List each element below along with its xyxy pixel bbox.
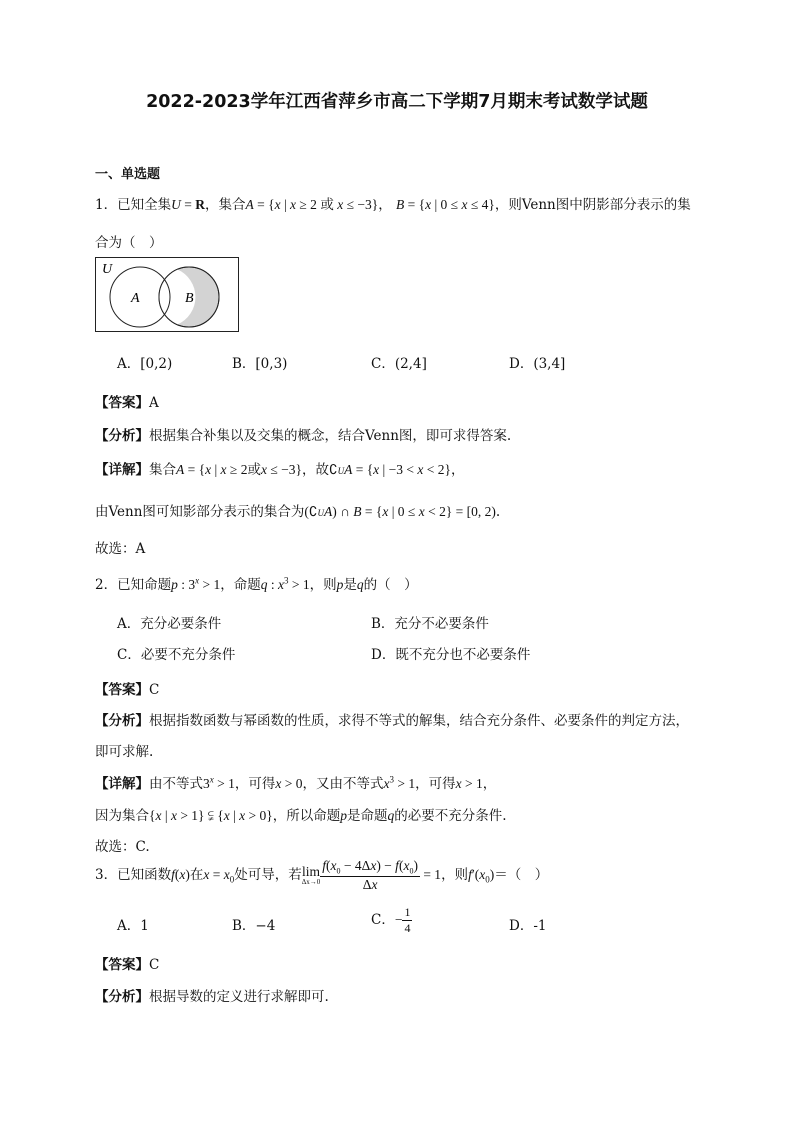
q2-stem: 2．已知命题p : $3^x > 1$，命题q : $x^3 > 1$，则p是q的（ ） [95,575,418,593]
q2-detail-line2: 因为集合{x | x > 1} ⫋ {x | x > 0}，所以命题p是命题q的必要不充分条件. [95,808,507,824]
q1-detail-line2: 由Venn图可知影部分表示的集合为(∁UA) ∩ B = {x | 0 ≤ x < 2} = [0, 2). [95,504,501,520]
q1-stem-line1: 1．已知全集U = R，集合A = {x | x ≥ 2 或 x ≤ −3}， B = {x | 0 ≤ x ≤ 4}，则Venn图中阴影部分表示的集 [95,197,691,213]
q1-option-c[interactable]: C．(2,4] [371,356,427,372]
q2-option-a[interactable]: A．充分必要条件 [117,616,222,632]
q2-option-b[interactable]: B．充分不必要条件 [371,616,489,632]
venn-label-u: U [102,262,113,277]
q3-limit: lim Δx→0 [301,863,321,887]
section-heading: 一、单选题 [95,167,161,182]
q3-option-c[interactable]: C．− $\frac{1}{4}$ [371,905,411,935]
q1-option-b[interactable]: B．[0,3) [232,356,288,372]
q2-option-d[interactable]: D．既不充分也不必要条件 [371,647,531,663]
q3-option-d[interactable]: D．-1 [509,918,547,934]
q3-analysis: 【分析】根据导数的定义进行求解即可. [95,989,329,1005]
q1-option-a[interactable]: A．[0,2) [117,356,173,372]
q3-fraction: $\frac{f(x_0 - 4\Delta x) - f(x_0)}{\Delta x}$ [322,858,418,892]
q3-option-b[interactable]: B．−4 [232,918,276,934]
q3-answer: 【答案】C [95,957,160,973]
venn-diagram [95,257,239,333]
q1-analysis: 【分析】根据集合补集以及交集的概念，结合Venn图，即可求得答案. [95,428,512,444]
q1-conclusion: 故选：A [95,541,146,557]
q1-detail-line1: 【详解】集合A = {x | x ≥ 2或x ≤ −3}，故∁UA = {x | −3 < x < 2}， [95,462,465,478]
q3-option-a[interactable]: A．1 [117,918,149,934]
q3-stem: 3．已知函数f(x)在$x = x_0$处可导，若lim Δx→0 $\frac{f(x_0 - 4\Delta x) - f(x_0)}{\Delta x}$ = 1，则$f'(x_0)=$（ ） [95,858,549,892]
q2-analysis-line2: 即可求解. [95,744,154,760]
q1-stem-line2: 合为（ ） [95,235,163,251]
venn-label-b: B [185,291,194,306]
q2-analysis-line1: 【分析】根据指数函数与幂函数的性质，求得不等式的解集，结合充分条件、必要条件的判定方法， [95,713,689,729]
q2-detail-line1: 【详解】由不等式$3^x > 1$，可得x > 0，又由不等式$x^3 > 1$，可得x > 1， [95,774,497,792]
q2-answer: 【答案】C [95,682,160,698]
q2-conclusion: 故选：C. [95,839,150,855]
q1-option-d[interactable]: D．(3,4] [509,356,566,372]
venn-label-a: A [131,291,140,306]
page-title: 2022-2023学年江西省萍乡市高二下学期7月期末考试数学试题 [146,92,648,112]
q1-answer: 【答案】A [95,395,159,411]
q2-option-c[interactable]: C．必要不充分条件 [117,647,236,663]
